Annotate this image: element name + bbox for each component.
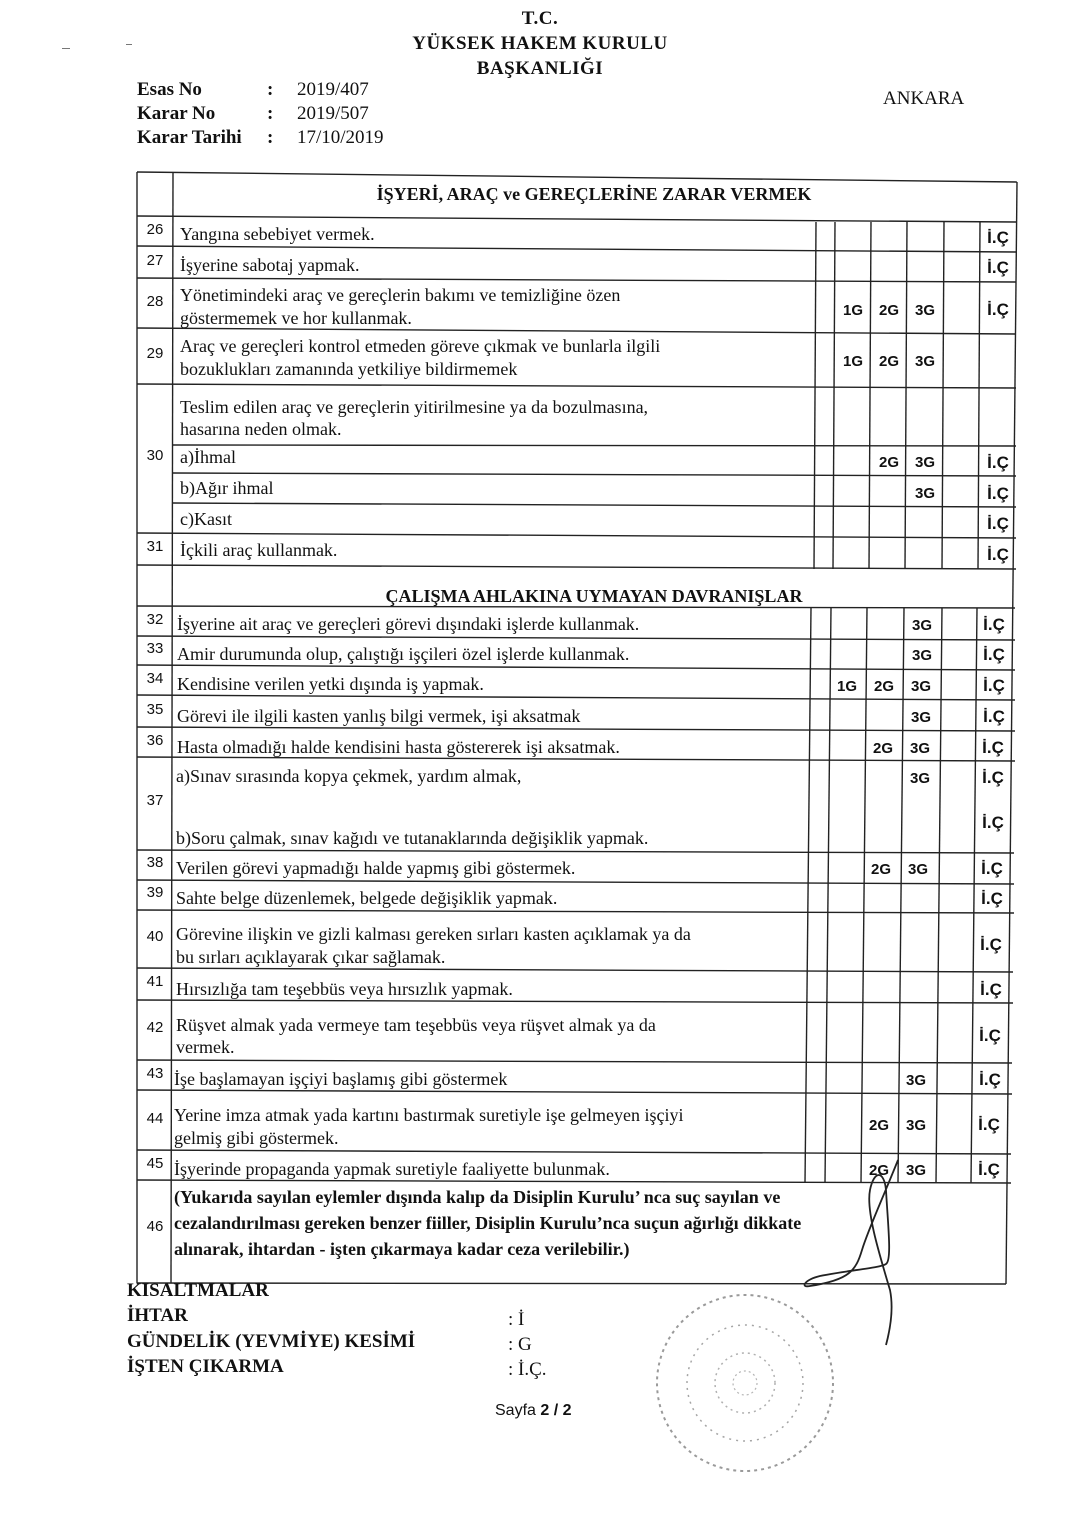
penalty-dismissal: İ.Ç bbox=[982, 813, 1004, 832]
row-subtext: b)Ağır ihmal bbox=[180, 478, 274, 498]
penalty-dismissal: İ.Ç bbox=[978, 1160, 1000, 1179]
row-text: Yerine imza atmak yada kartını bastırmak suretiyle işe gelmeyen işçiyi bbox=[174, 1105, 684, 1125]
decision-date-label: Karar Tarihi bbox=[137, 127, 242, 148]
penalty-dismissal: İ.Ç bbox=[987, 453, 1009, 472]
abbrev-daily-wage-code: : G bbox=[508, 1334, 532, 1355]
penalty-3g: 3G bbox=[907, 861, 928, 878]
row-number: 32 bbox=[146, 611, 164, 628]
section-title-ethics: ÇALIŞMA AHLAKINA UYMAYAN DAVRANIŞLAR bbox=[385, 586, 803, 606]
case-no-sep: : bbox=[267, 79, 274, 100]
penalty-2g: 2G bbox=[872, 740, 893, 757]
penalty-dismissal: İ.Ç bbox=[979, 1026, 1001, 1045]
case-no-value: 2019/407 bbox=[297, 79, 369, 100]
penalty-dismissal: İ.Ç bbox=[987, 228, 1009, 247]
page-label: Sayfa bbox=[495, 1402, 536, 1419]
penalty-dismissal: İ.Ç bbox=[979, 1070, 1001, 1089]
row-text: göstermemek ve hor kullanmak. bbox=[180, 308, 412, 328]
row-text: Görevi ile ilgili kasten yanlış bilgi vermek, işi aksatmak bbox=[177, 706, 581, 726]
page-total: 2 bbox=[562, 1402, 572, 1419]
row-text: İşe başlamayan işçiyi başlamış gibi göstermek bbox=[174, 1069, 508, 1089]
decision-no-label: Karar No bbox=[137, 103, 216, 124]
penalty-2g: 2G bbox=[878, 353, 899, 370]
abbrev-warning-code: : İ bbox=[508, 1309, 525, 1330]
row-text: vermek. bbox=[176, 1037, 235, 1057]
penalty-3g: 3G bbox=[914, 353, 935, 370]
abbrev-daily-wage-name: GÜNDELİK (YEVMİYE) KESİMİ bbox=[127, 1331, 416, 1352]
abbrev-dismissal-code: : İ.Ç. bbox=[508, 1359, 547, 1380]
row-text: Amir durumunda olup, çalıştığı işçileri özel işlerde kullanmak. bbox=[177, 644, 630, 664]
page-separator: / bbox=[553, 1402, 559, 1419]
page-number bbox=[495, 1402, 572, 1420]
row-number: 28 bbox=[146, 293, 164, 310]
row-text: hasarına neden olmak. bbox=[180, 419, 342, 439]
row-number: 37 bbox=[146, 792, 164, 809]
penalty-dismissal: İ.Ç bbox=[987, 258, 1009, 277]
penalty-3g: 3G bbox=[910, 678, 931, 695]
row-text: İşyerinde propaganda yapmak suretiyle faaliyette bulunmak. bbox=[174, 1159, 610, 1179]
row-text: İşyerine ait araç ve gereçleri görevi dışındaki işlerde kullanmak. bbox=[177, 614, 640, 634]
row-text: (Yukarıda sayılan eylemler dışında kalıp da Disiplin Kurulu’ nca suç sayılan ve bbox=[174, 1187, 781, 1207]
row-text: İçkili araç kullanmak. bbox=[180, 540, 338, 560]
penalty-3g: 3G bbox=[910, 709, 931, 726]
penalty-dismissal: İ.Ç bbox=[987, 514, 1009, 533]
row-number: 40 bbox=[146, 928, 164, 945]
row-number: 41 bbox=[146, 973, 164, 990]
row-text: Yangına sebebiyet vermek. bbox=[180, 224, 375, 244]
row-number: 39 bbox=[146, 884, 164, 901]
penalty-1g: 1G bbox=[836, 678, 857, 695]
row-number: 27 bbox=[146, 252, 164, 269]
row-number: 42 bbox=[146, 1019, 164, 1036]
penalty-dismissal: İ.Ç bbox=[987, 300, 1009, 319]
row-text: alınarak, ihtardan - işten çıkarmaya kadar ceza verilebilir.) bbox=[174, 1239, 630, 1259]
row-number: 38 bbox=[146, 854, 164, 871]
row-text: Sahte belge düzenlemek, belgede değişiklik yapmak. bbox=[176, 888, 558, 908]
row-subtext: a)İhmal bbox=[180, 447, 236, 467]
penalty-dismissal: İ.Ç bbox=[982, 768, 1004, 787]
seal-stamp bbox=[645, 1285, 845, 1485]
penalty-3g: 3G bbox=[914, 454, 935, 471]
header-city: ANKARA bbox=[883, 88, 965, 109]
row-subtext: b)Soru çalmak, sınav kağıdı ve tutanaklarında değişiklik yapmak. bbox=[176, 828, 649, 848]
row-text: bu sırları açıklayarak çıkar sağlamak. bbox=[176, 947, 446, 967]
decision-date-value: 17/10/2019 bbox=[297, 127, 384, 148]
row-number: 34 bbox=[146, 670, 164, 687]
row-text: Kendisine verilen yetki dışında iş yapmak. bbox=[177, 674, 484, 694]
page-current: 2 bbox=[540, 1402, 550, 1419]
row-text: İşyerine sabotaj yapmak. bbox=[180, 255, 360, 275]
penalty-3g: 3G bbox=[911, 617, 932, 634]
header-presidency: BAŞKANLIĞI bbox=[476, 58, 604, 79]
penalty-2g: 2G bbox=[868, 1117, 889, 1134]
row-text: Hırsızlığa tam teşebbüs veya hırsızlık yapmak. bbox=[176, 979, 513, 999]
penalty-3g: 3G bbox=[914, 485, 935, 502]
row-number: 30 bbox=[146, 447, 164, 464]
row-subtext: c)Kasıt bbox=[180, 509, 232, 529]
row-number: 26 bbox=[146, 221, 164, 238]
penalty-dismissal: İ.Ç bbox=[981, 889, 1003, 908]
penalty-dismissal: İ.Ç bbox=[981, 859, 1003, 878]
penalty-3g: 3G bbox=[905, 1162, 926, 1179]
row-number: 45 bbox=[146, 1155, 164, 1172]
row-text: Yönetimindeki araç ve gereçlerin bakımı ve temizliğine özen bbox=[180, 285, 621, 305]
decision-no-value: 2019/507 bbox=[297, 103, 369, 124]
abbrev-warning-name: İHTAR bbox=[127, 1305, 188, 1326]
row-number: 33 bbox=[146, 640, 164, 657]
penalty-2g: 2G bbox=[878, 302, 899, 319]
penalty-3g: 3G bbox=[914, 302, 935, 319]
penalty-dismissal: İ.Ç bbox=[987, 545, 1009, 564]
decision-no-sep: : bbox=[267, 103, 274, 124]
penalty-dismissal: İ.Ç bbox=[983, 615, 1005, 634]
row-text: Araç ve gereçleri kontrol etmeden göreve çıkmak ve bunlarla ilgili bbox=[180, 336, 661, 356]
penalty-2g: 2G bbox=[870, 861, 891, 878]
penalty-1g: 1G bbox=[842, 353, 863, 370]
row-number: 44 bbox=[146, 1110, 164, 1127]
penalty-3g: 3G bbox=[905, 1117, 926, 1134]
row-text: bozuklukları zamanında yetkiliye bildirmemek bbox=[180, 359, 518, 379]
row-text: cezalandırılması gereken benzer fiiller, Disiplin Kurulu’nca suçun ağırlığı dikkate bbox=[174, 1213, 802, 1233]
penalty-3g: 3G bbox=[905, 1072, 926, 1089]
penalty-2g: 2G bbox=[873, 678, 894, 695]
row-number: 36 bbox=[146, 732, 164, 749]
row-subtext: a)Sınav sırasında kopya çekmek, yardım almak, bbox=[176, 766, 522, 786]
penalty-dismissal: İ.Ç bbox=[987, 484, 1009, 503]
penalty-2g: 2G bbox=[868, 1162, 889, 1179]
row-text: Teslim edilen araç ve gereçlerin yitirilmesine ya da bozulmasına, bbox=[180, 397, 649, 417]
row-text: Görevine ilişkin ve gizli kalması gereken sırları kasten açıklamak ya da bbox=[176, 924, 691, 944]
row-text: Hasta olmadığı halde kendisini hasta göstererek işi aksatmak. bbox=[177, 737, 620, 757]
abbreviations-title: KISALTMALAR bbox=[127, 1280, 269, 1301]
penalty-dismissal: İ.Ç bbox=[982, 738, 1004, 757]
penalty-3g: 3G bbox=[911, 647, 932, 664]
penalty-dismissal: İ.Ç bbox=[983, 707, 1005, 726]
row-number: 35 bbox=[146, 701, 164, 718]
row-number: 46 bbox=[146, 1218, 164, 1235]
header-tc: T.C. bbox=[521, 8, 559, 29]
case-no-label: Esas No bbox=[137, 79, 202, 100]
penalty-dismissal: İ.Ç bbox=[978, 1115, 1000, 1134]
penalty-dismissal: İ.Ç bbox=[980, 980, 1002, 999]
row-text: Verilen görevi yapmadığı halde yapmış gibi göstermek. bbox=[176, 858, 576, 878]
row-number: 43 bbox=[146, 1065, 164, 1082]
decision-date-sep: : bbox=[267, 127, 274, 148]
section-title-damage: İŞYERİ, ARAÇ ve GEREÇLERİNE ZARAR VERMEK bbox=[376, 184, 812, 204]
penalty-dismissal: İ.Ç bbox=[983, 645, 1005, 664]
penalty-1g: 1G bbox=[842, 302, 863, 319]
penalty-3g: 3G bbox=[909, 770, 930, 787]
penalty-3g: 3G bbox=[909, 740, 930, 757]
row-text: Rüşvet almak yada vermeye tam teşebbüs veya rüşvet almak ya da bbox=[176, 1015, 656, 1035]
header-institution: YÜKSEK HAKEM KURULU bbox=[412, 33, 668, 54]
penalty-dismissal: İ.Ç bbox=[983, 676, 1005, 695]
row-number: 31 bbox=[146, 538, 164, 555]
penalty-dismissal: İ.Ç bbox=[980, 935, 1002, 954]
penalty-2g: 2G bbox=[878, 454, 899, 471]
row-text: gelmiş gibi göstermek. bbox=[174, 1128, 339, 1148]
row-number: 29 bbox=[146, 345, 164, 362]
abbrev-dismissal-name: İŞTEN ÇIKARMA bbox=[127, 1356, 284, 1377]
